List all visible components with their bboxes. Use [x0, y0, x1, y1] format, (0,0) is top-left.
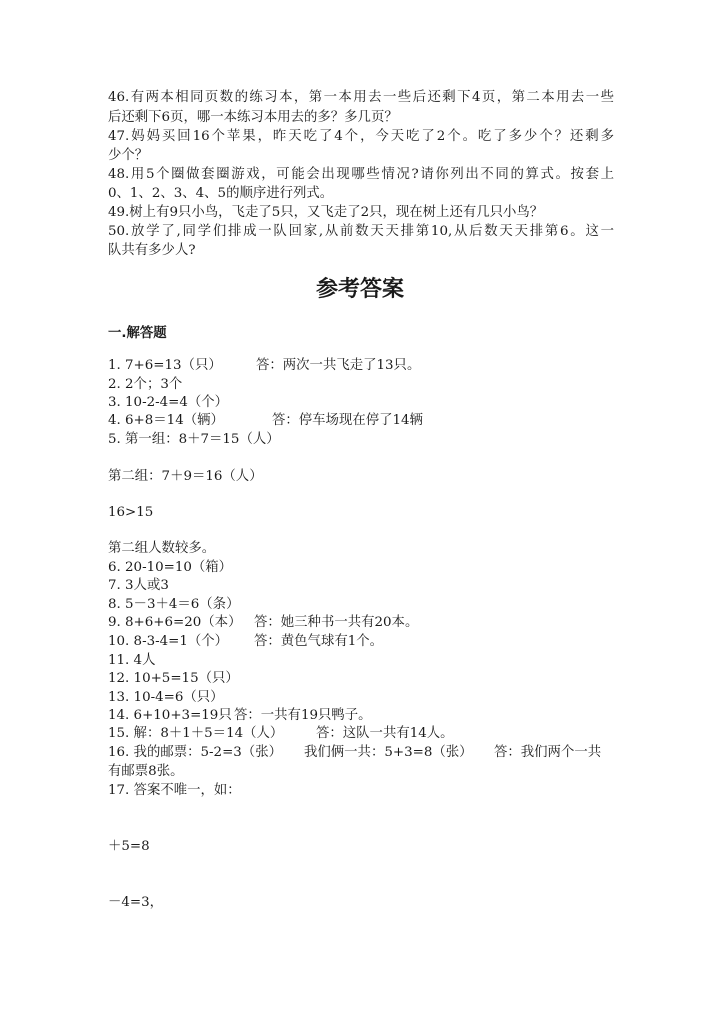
answer-16 — [108, 743, 614, 762]
answer-17: 17. 答案不唯一，如： — [108, 783, 241, 798]
answer-8: 8. 5－3＋4＝6（条） — [108, 597, 240, 612]
answer-9-text: 答：她三种书一共有20本。 — [254, 615, 419, 630]
question-47-line-1: 47.妈妈买回16个苹果，昨天吃了4个，今天吃了2个。吃了多少个？还剩多 — [108, 129, 614, 144]
answer-13: 13. 10-4=6（只） — [108, 690, 224, 705]
answer-3: 3. 10-2-4=4（个） — [108, 395, 229, 410]
answer-5-compare: 16>15 — [108, 505, 154, 520]
answer-5-group-2: 第二组：7＋9＝16（人） — [108, 469, 263, 484]
answer-5-conclusion: 第二组人数较多。 — [108, 541, 216, 556]
answer-14-equation: 14. 6+10+3=19只 — [108, 708, 232, 723]
answer-9-equation: 9. 8+6+6=20（本） — [108, 615, 242, 630]
answer-4-equation: 4. 6+8＝14（辆） — [108, 413, 224, 428]
answer-12: 12. 10+5=15（只） — [108, 671, 239, 686]
answer-1-equation: 1. 7+6=13（只） — [108, 358, 222, 373]
answer-9 — [108, 613, 614, 632]
question-48-line-1: 48.用5个圈做套圈游戏，可能会出现哪些情况?请你列出不同的算式。按套上 — [108, 167, 614, 182]
answer-16-part-3: 答：我们两个一共 — [494, 745, 602, 760]
answer-15 — [108, 724, 614, 743]
question-46-line-1: 46.有两本相同页数的练习本，第一本用去一些后还剩下4页，第二本用去一些 — [108, 90, 614, 105]
answer-15-text: 答：这队一共有14人。 — [316, 726, 454, 741]
answer-key-title: 参考答案 — [315, 277, 404, 302]
question-47-line-2: 少个？ — [108, 148, 149, 163]
equation-row-1-wrap: ＋5=8 — [108, 839, 150, 854]
equation-row-2-wrap: －4=3， — [108, 895, 164, 910]
answer-15-equation: 15. 解：8＋1＋5＝14（人） — [108, 726, 284, 741]
answer-16-continued: 有邮票8张。 — [108, 764, 184, 779]
answer-10-equation: 10. 8-3-4=1（个） — [108, 634, 229, 649]
answer-4 — [108, 411, 614, 430]
answer-10 — [108, 632, 614, 651]
answer-6: 6. 20-10=10（箱） — [108, 560, 233, 575]
question-50-line-1: 50.放学了,同学们排成一队回家,从前数天天排第10,从后数天天排第6。这一 — [108, 224, 614, 239]
question-48-line-2: 0、1、2、3、4、5的顺序进行列式。 — [108, 186, 334, 201]
answer-4-text: 答：停车场现在停了14辆 — [272, 413, 423, 428]
answer-16-part-1: 16. 我的邮票：5-2=3（张） — [108, 745, 282, 760]
answer-16-part-2: 我们俩一共：5+3=8（张） — [304, 745, 473, 760]
question-49: 49.树上有9只小鸟，飞走了5只，又飞走了2只，现在树上还有几只小鸟？ — [108, 205, 544, 220]
answer-10-text: 答：黄色气球有1个。 — [254, 634, 384, 649]
answer-14 — [108, 706, 614, 725]
section-title: 一.解答题 — [108, 326, 167, 341]
answer-1-text: 答：两次一共飞走了13只。 — [256, 358, 421, 373]
answer-2: 2. 2个；3个 — [108, 377, 183, 392]
answer-5: 5. 第一组：8＋7＝15（人） — [108, 432, 280, 447]
answer-7: 7. 3人或3 — [108, 578, 169, 593]
answer-14-text: 答：一共有19只鸭子。 — [234, 708, 372, 723]
answer-11: 11. 4人 — [108, 653, 156, 668]
question-50-line-2: 队共有多少人? — [108, 243, 196, 258]
question-46-line-2: 后还剩下6页，哪一本练习本用去的多？多几页？ — [108, 110, 398, 125]
answer-1 — [108, 356, 614, 375]
